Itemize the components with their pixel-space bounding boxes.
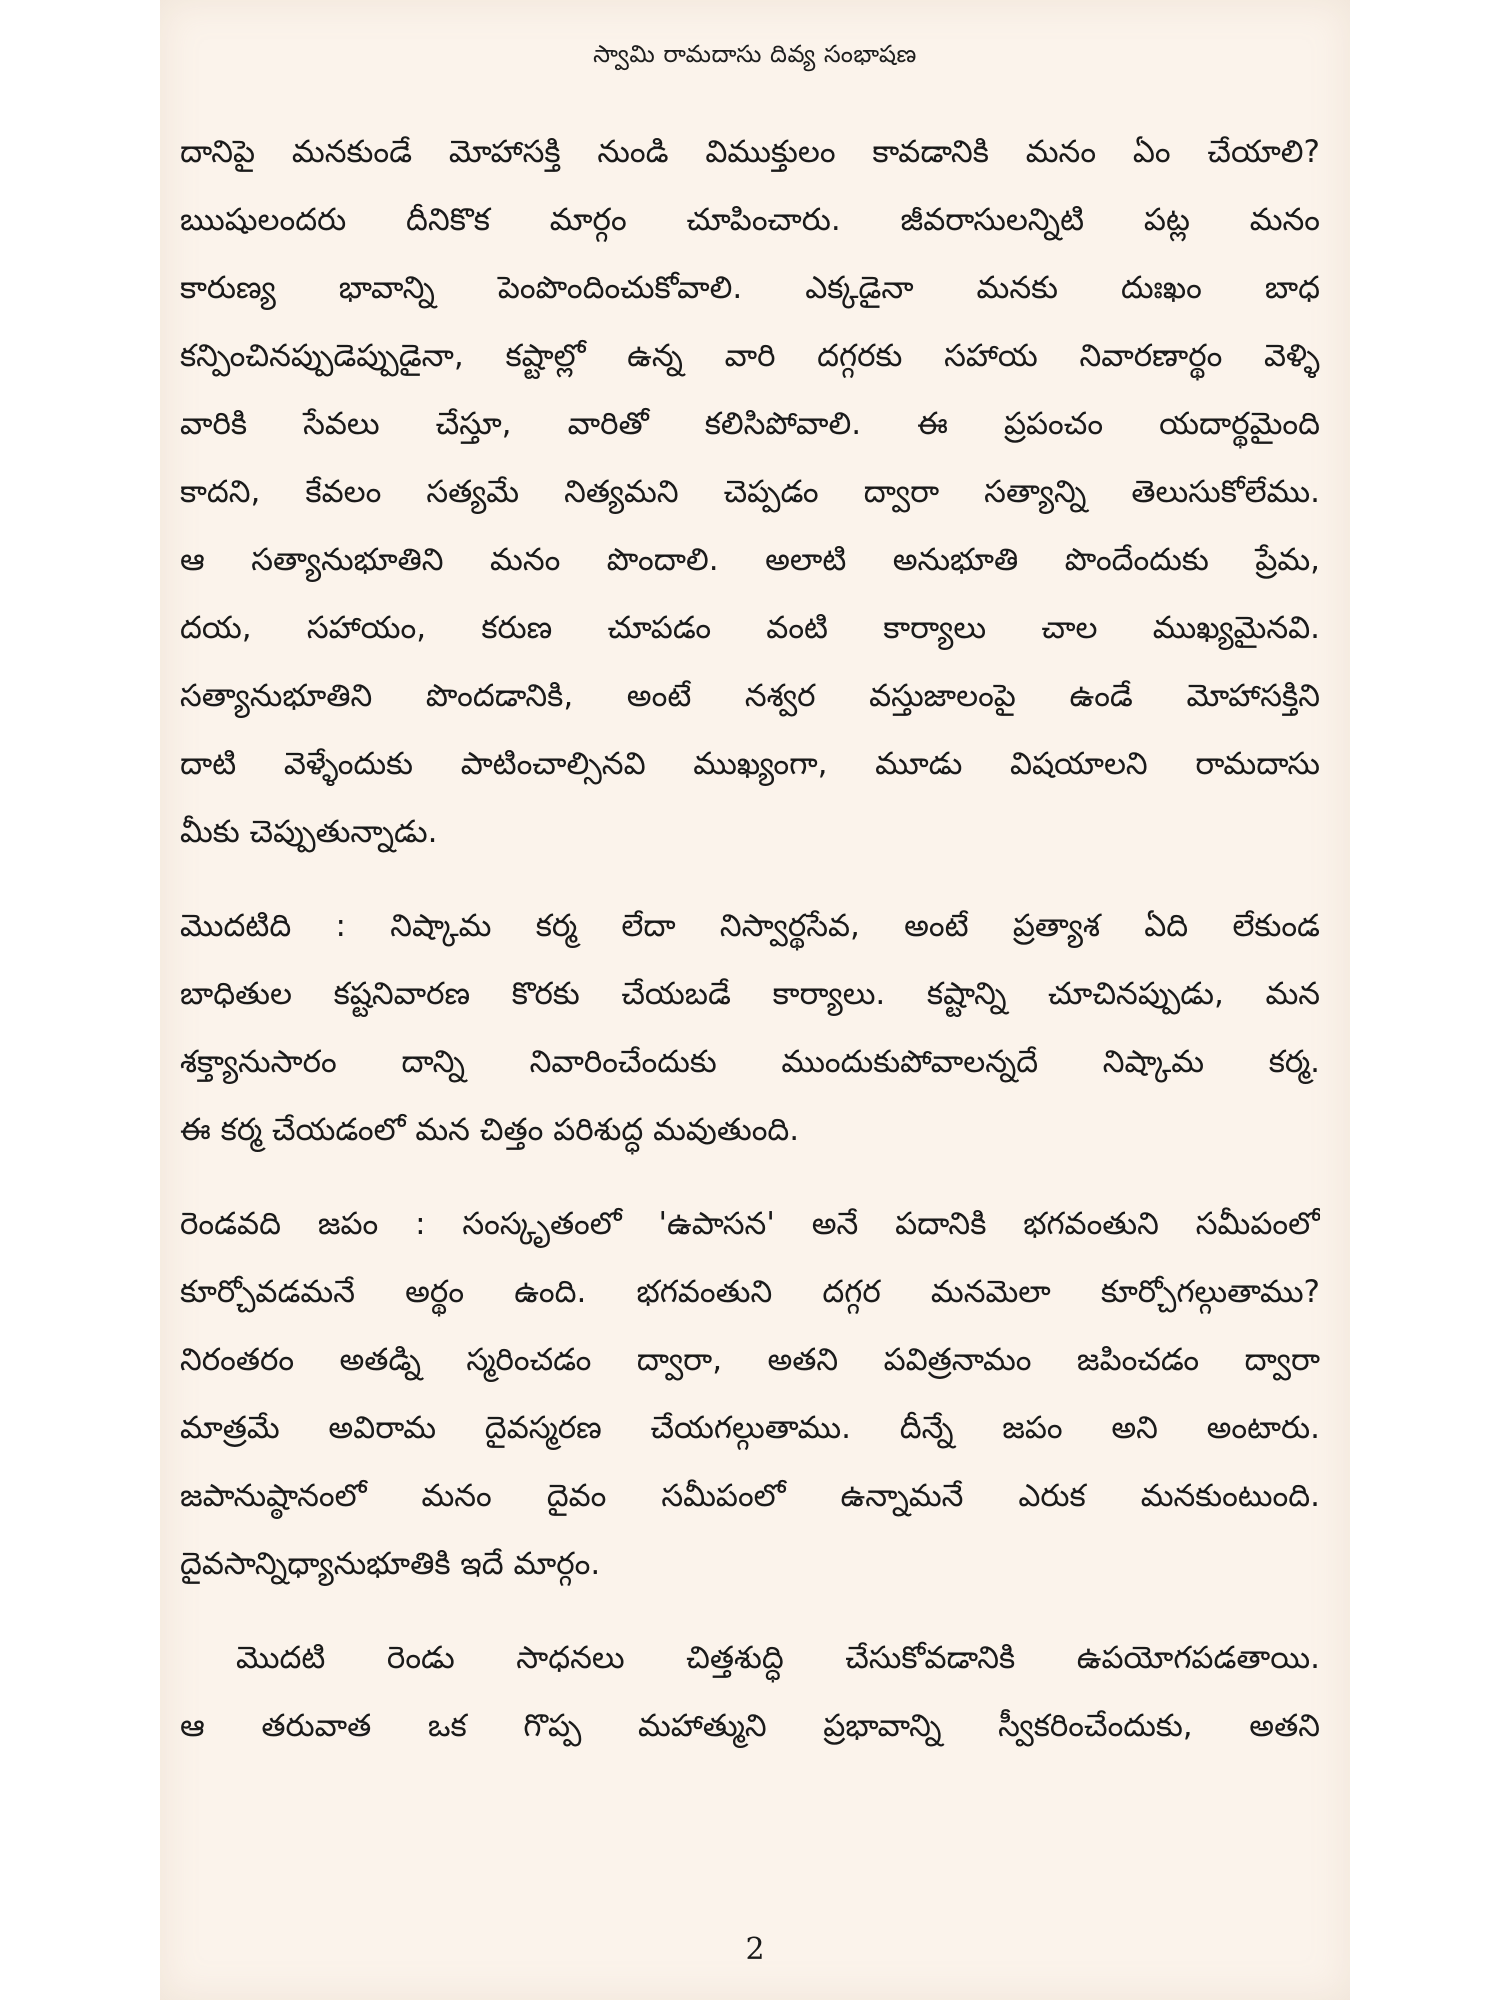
body-text [180, 118, 1320, 1760]
text-line: దాటి వెళ్ళేందుకు పాటించాల్సినవి ముఖ్యంగా, మూడు విషయాలని రామదాసు [180, 746, 1320, 782]
paragraph-2 [180, 892, 1320, 1164]
text-line: మాత్రమే అవిరామ దైవస్మరణ చేయగల్గుతాము. దీన్నే జపం అని అంటారు. [180, 1410, 1320, 1446]
text-line: శక్త్యానుసారం దాన్ని నివారించేందుకు ముందుకుపోవాలన్నదే నిష్కామ కర్మ. [180, 1044, 1320, 1080]
paragraph-4 [180, 1624, 1320, 1760]
paragraph-spacer [180, 1598, 1320, 1624]
text-line: ఈ కర్మ చేయడంలో మన చిత్తం పరిశుద్ధ మవుతుంది. [180, 1112, 800, 1148]
text-line: మొదటిది : నిష్కామ కర్మ లేదా నిస్వార్థసేవ, అంటే ప్రత్యాశ ఏది లేకుండ [180, 908, 1320, 944]
text-line: మీకు చెప్పుతున్నాడు. [180, 814, 438, 850]
text-line: సత్యానుభూతిని పొందడానికి, అంటే నశ్వర వస్తుజాలంపై ఉండే మోహాసక్తిని [180, 678, 1320, 714]
text-line: దానిపై మనకుండే మోహాసక్తి నుండి విముక్తులం కావడానికి మనం ఏం చేయాలి? [180, 134, 1320, 170]
text-line: వారికి సేవలు చేస్తూ, వారితో కలిసిపోవాలి. ఈ ప్రపంచం యదార్థమైంది [180, 406, 1320, 442]
text-line: మొదటి రెండు సాధనలు చిత్తశుద్ధి చేసుకోవడానికి ఉపయోగపడతాయి. [236, 1640, 1320, 1676]
text-line: దైవసాన్నిధ్యానుభూతికి ఇదే మార్గం. [180, 1546, 601, 1582]
text-line: బాధితుల కష్టనివారణ కొరకు చేయబడే కార్యాలు. కష్టాన్ని చూచినప్పుడు, మన [180, 976, 1320, 1012]
paragraph-spacer [180, 1164, 1320, 1190]
running-header: స్వామి రామదాసు దివ్య సంభాషణ [593, 40, 917, 68]
text-line: కూర్చోవడమనే అర్థం ఉంది. భగవంతుని దగ్గర మనమెలా కూర్చోగల్గుతాము? [180, 1274, 1320, 1310]
text-line: కాదని, కేవలం సత్యమే నిత్యమని చెప్పడం ద్వారా సత్యాన్ని తెలుసుకోలేము. [180, 474, 1320, 510]
paragraph-3 [180, 1190, 1320, 1598]
text-line: కారుణ్య భావాన్ని పెంపొందించుకోవాలి. ఎక్కడైనా మనకు దుఃఖం బాధ [180, 270, 1320, 306]
text-line: నిరంతరం అతడ్ని స్మరించడం ద్వారా, అతని పవిత్రనామం జపించడం ద్వారా [180, 1342, 1320, 1378]
text-line: ఋషులందరు దీనికొక మార్గం చూపించారు. జీవరాసులన్నిటి పట్ల మనం [180, 202, 1320, 238]
text-line: కన్పించినప్పుడెప్పుడైనా, కష్టాల్లో ఉన్న వారి దగ్గరకు సహాయ నివారణార్థం వెళ్ళి [180, 338, 1320, 374]
paragraph-spacer [180, 866, 1320, 892]
text-line: జపానుష్ఠానంలో మనం దైవం సమీపంలో ఉన్నామనే ఎరుక మనకుంటుంది. [180, 1478, 1320, 1514]
paragraph-1 [180, 118, 1320, 866]
text-line: దయ, సహాయం, కరుణ చూపడం వంటి కార్యాలు చాల ముఖ్యమైనవి. [180, 610, 1320, 646]
text-line: ఆ సత్యానుభూతిని మనం పొందాలి. అలాటి అనుభూతి పొందేందుకు ప్రేమ, [180, 542, 1320, 578]
page-number: 2 [745, 1932, 765, 1967]
text-line: ఆ తరువాత ఒక గొప్ప మహాత్ముని ప్రభావాన్ని స్వీకరించేందుకు, అతని [180, 1708, 1320, 1744]
text-line: రెండవది జపం : సంస్కృతంలో 'ఉపాసన' అనే పదానికి భగవంతుని సమీపంలో [180, 1206, 1320, 1242]
